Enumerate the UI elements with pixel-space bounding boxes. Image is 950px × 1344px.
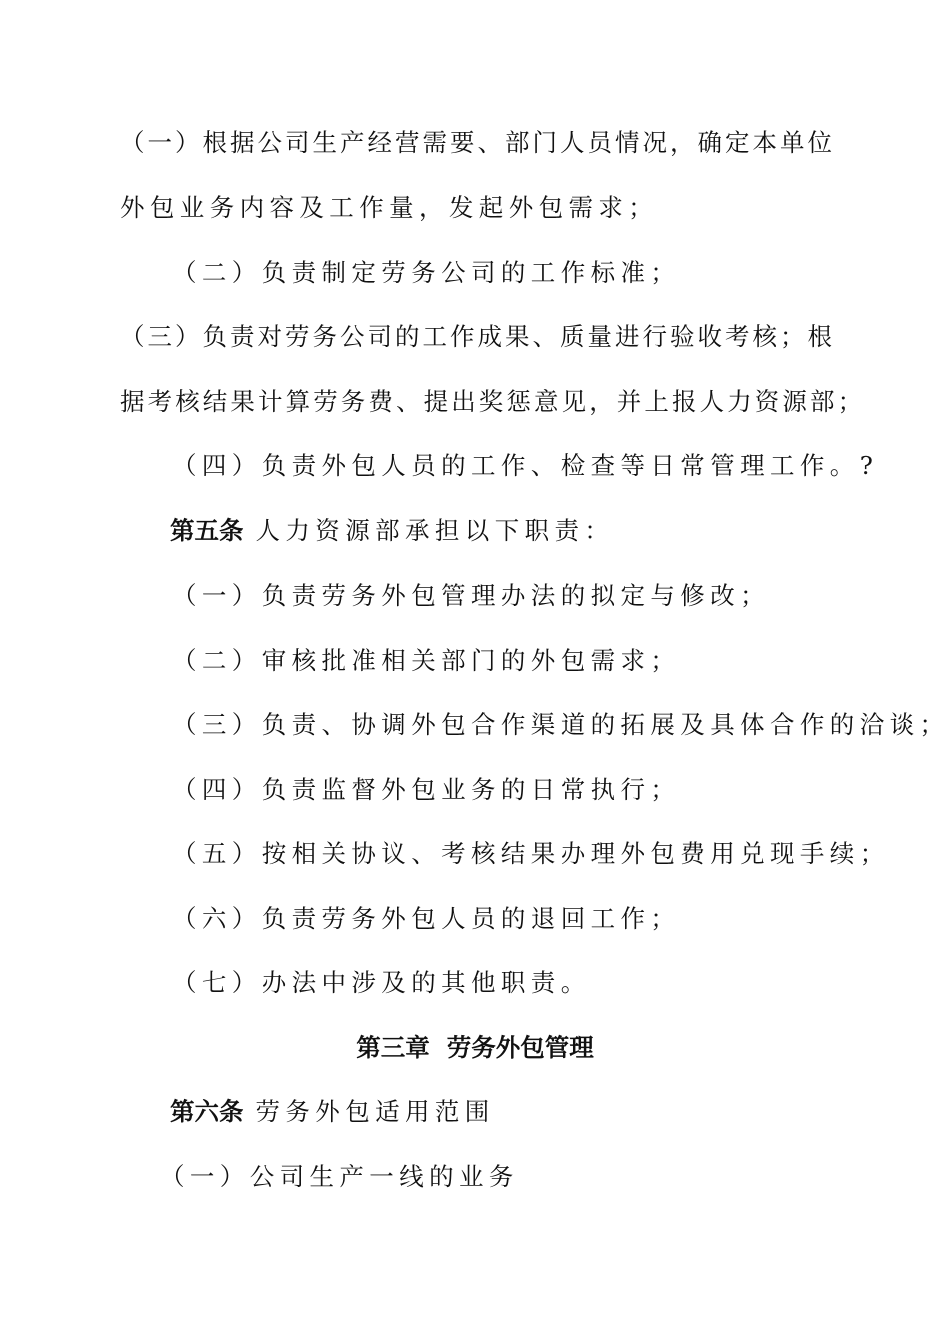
list-item: （二）审核批准相关部门的外包需求； — [172, 646, 681, 675]
paragraph-line: 据考核结果计算劳务费、提出奖惩意见，并上报人力资源部； — [120, 387, 866, 416]
article-5 — [170, 515, 614, 547]
paragraph-line: （二）负责制定劳务公司的工作标准； — [172, 258, 681, 287]
chapter-title: 第三章 劳务外包管理 — [356, 1033, 594, 1062]
article-5-text: 人力资源部承担以下职责： — [255, 516, 615, 545]
article-6-heading: 第六条 — [170, 1097, 244, 1126]
list-item: （一）负责劳务外包管理办法的拟定与修改； — [172, 581, 770, 610]
list-item: （四）负责监督外包业务的日常执行； — [172, 775, 681, 804]
article-5-heading: 第五条 — [170, 516, 244, 545]
article-6-text: 劳务外包适用范围 — [255, 1097, 495, 1126]
paragraph-line: （一）根据公司生产经营需要、部门人员情况，确定本单位 — [120, 128, 832, 157]
article-6 — [170, 1096, 495, 1128]
list-item: （一）公司生产一线的业务 — [160, 1162, 519, 1191]
list-item: （七）办法中涉及的其他职责。 — [172, 968, 591, 997]
paragraph-line: （三）负责对劳务公司的工作成果、质量进行验收考核；根 — [120, 322, 832, 351]
paragraph-line: （四）负责外包人员的工作、检查等日常管理工作。? — [172, 451, 879, 480]
list-item: （五）按相关协议、考核结果办理外包费用兑现手续； — [172, 839, 890, 868]
paragraph-line: 外包业务内容及工作量，发起外包需求； — [120, 193, 659, 222]
list-item: （六）负责劳务外包人员的退回工作； — [172, 904, 681, 933]
list-item: （三）负责、协调外包合作渠道的拓展及具体合作的洽谈； — [172, 710, 950, 739]
